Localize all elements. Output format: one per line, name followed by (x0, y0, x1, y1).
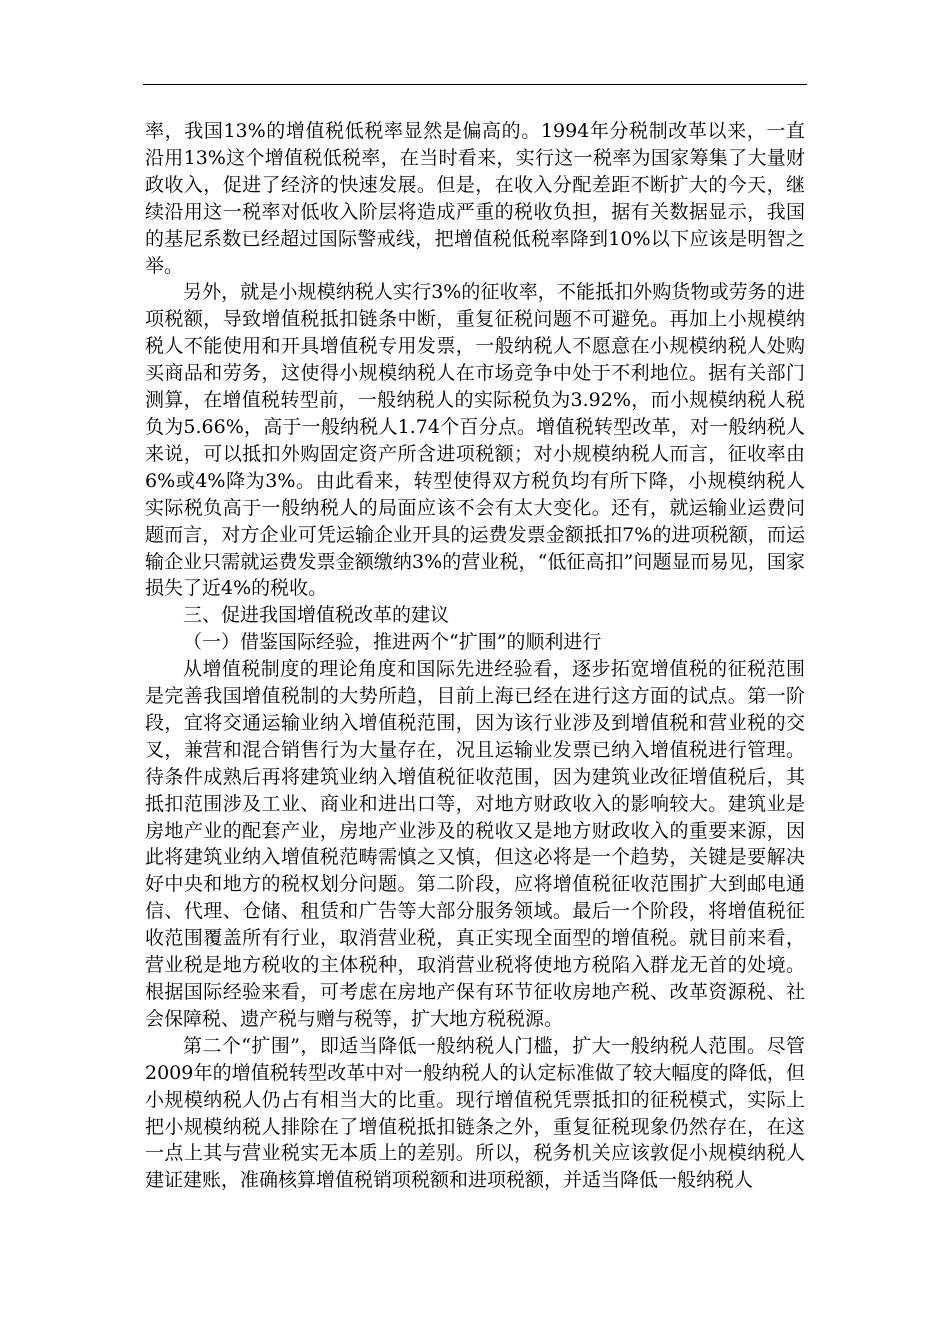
paragraph-second-expansion: 第二个“扩围”，即适当降低一般纳税人门槛，扩大一般纳税人范围。尽管2009年的增值税转型改革中对一般纳税人的认定标准做了较大幅度的降低，但小规模纳税人仍占有相当大的比重。现行增值税凭票抵扣的征税模式，实际上把小规模纳税人排除在了增值税抵扣链条之外，重复征税现象仍然存在，在这一点上其与营业税实无本质上的差别。所以，税务机关应该敦促小规模纳税人建证建账，准确核算增值税销项税额和进项税额，并适当降低一般纳税人 (145, 1034, 805, 1192)
document-body (145, 118, 805, 1194)
subsection-heading-international-experience: （一）借鉴国际经验，推进两个“扩围”的顺利进行 (183, 631, 602, 654)
paragraph-first-expansion: 从增值税制度的理论角度和国际先进经验看，逐步拓宽增值税的征税范围是完善我国增值税制的大势所趋，目前上海已经在进行这方面的试点。第一阶段，宜将交通运输业纳入增值税范围，因为该行业涉及到增值税和营业税的交叉，兼营和混合销售行为大量存在，况且运输业发票已纳入增值税进行管理。待条件成熟后再将建筑业纳入增值税征收范围，因为建筑业改征增值税后，其抵扣范围涉及工业、商业和进出口等，对地方财政收入的影响较大。建筑业是房地产业的配套产业，房地产业涉及的税收又是地方财政收入的重要来源，因此将建筑业纳入增值税范畴需慎之又慎，但这必将是一个趋势，关键是要解决好中央和地方的税权划分问题。第二阶段，应将增值税征收范围扩大到邮电通信、代理、仓储、租赁和广告等大部分服务领域。最后一个阶段，将增值税征收范围覆盖所有行业，取消营业税，真正实现全面型的增值税。就目前来看，营业税是地方税收的主体税种，取消营业税将使地方税陷入群龙无首的处境。根据国际经验来看，可考虑在房地产保有环节征收房地产税、改革资源税、社会保障税、遗产税与赠与税等，扩大地方税税源。 (145, 658, 805, 1030)
section-heading-recommendations: 三、促进我国增值税改革的建议 (183, 604, 450, 627)
header-rule (143, 84, 807, 85)
paragraph-small-scale-taxpayer: 另外，就是小规模纳税人实行3%的征收率，不能抵扣外购货物或劳务的进项税额，导致增值税抵扣链条中断，重复征税问题不可避免。再加上小规模纳税人不能使用和开具增值税专用发票，一般纳税人不愿意在小规模纳税人处购买商品和劳务，这使得小规模纳税人在市场竞争中处于不利地位。据有关部门测算，在增值税转型前，一般纳税人的实际税负为3.92%，而小规模纳税人税负为5.66%，高于一般纳税人1.74个百分点。增值税转型改革，对一般纳税人来说，可以抵扣外购固定资产所含进项税额；对小规模纳税人而言，征收率由6%或4%降为3%。由此看来，转型使得双方税负均有所下降，小规模纳税人实际税负高于一般纳税人的局面应该不会有太大变化。还有，就运输业运费问题而言，对方企业可凭运输企业开具的运费发票金额抵扣7%的进项税额，而运输企业只需就运费发票金额缴纳3%的营业税，“低征高扣”问题显而易见，国家损失了近4%的税收。 (145, 281, 805, 600)
paragraph-tax-rate-continuation: 率，我国13%的增值税低税率显然是偏高的。1994年分税制改革以来，一直沿用13%这个增值税低税率，在当时看来，实行这一税率为国家筹集了大量财政收入，促进了经济的快速发展。但是，在收入分配差距不断扩大的今天，继续沿用这一税率对低收入阶层将造成严重的税收负担，据有关数据显示，我国的基尼系数已经超过国际警戒线，把增值税低税率降到10%以下应该是明智之举。 (145, 120, 805, 277)
